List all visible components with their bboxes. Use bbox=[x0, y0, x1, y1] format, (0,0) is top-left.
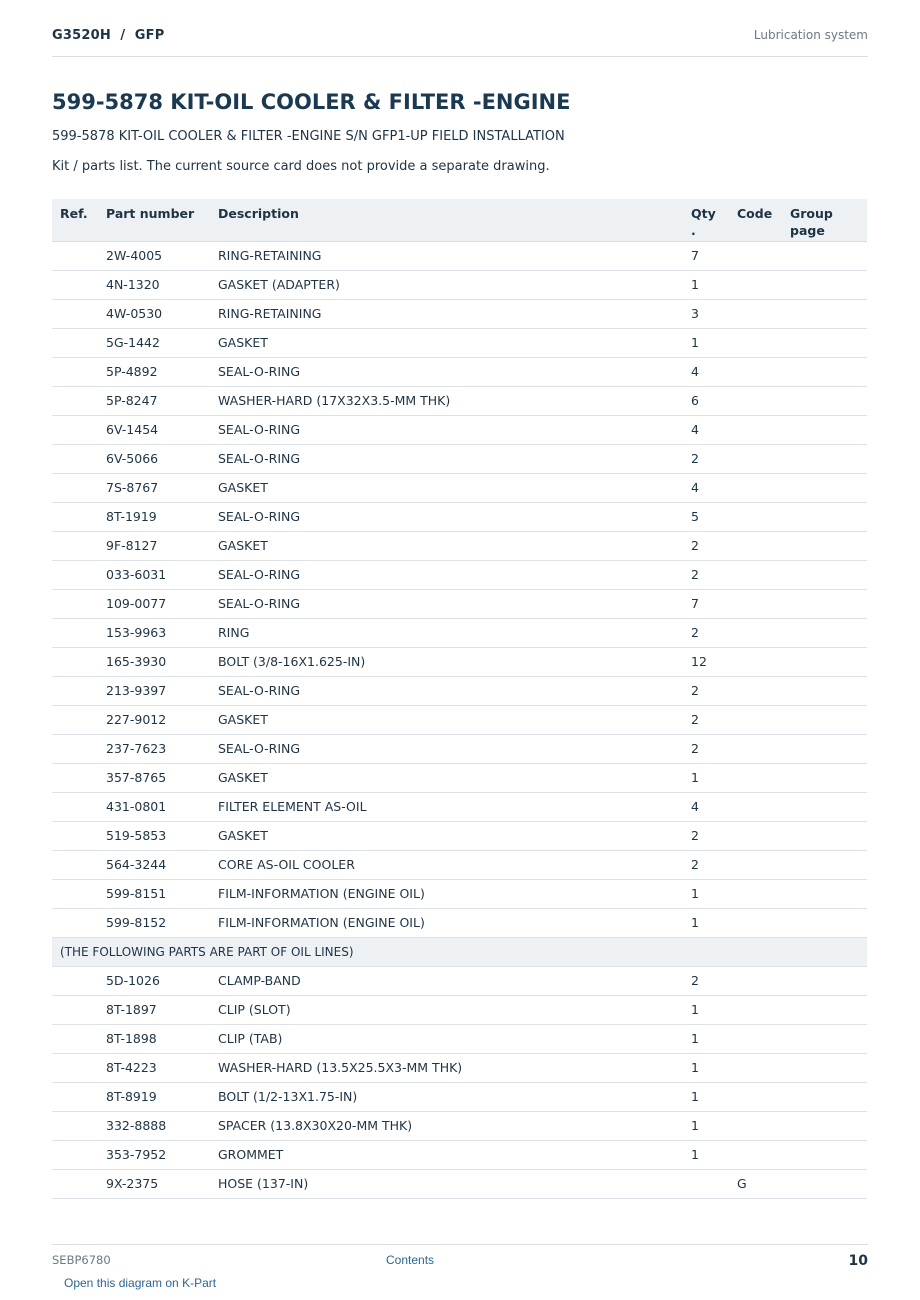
cell-qty: 7 bbox=[683, 589, 729, 618]
contents-link[interactable]: Contents bbox=[386, 1253, 435, 1267]
table-row bbox=[52, 1082, 867, 1111]
cell-group-page bbox=[782, 821, 867, 850]
table-row bbox=[52, 705, 867, 734]
cell-description: GASKET bbox=[210, 531, 683, 560]
cell-qty: 2 bbox=[683, 966, 729, 995]
cell-qty: 4 bbox=[683, 473, 729, 502]
cell-ref bbox=[52, 879, 98, 908]
cell-part-number: 8T-1897 bbox=[98, 995, 210, 1024]
table-row bbox=[52, 763, 867, 792]
cell-code bbox=[729, 386, 782, 415]
cell-code bbox=[729, 328, 782, 357]
cell-description: SEAL-O-RING bbox=[210, 676, 683, 705]
cell-code bbox=[729, 531, 782, 560]
cell-description: RING-RETAINING bbox=[210, 241, 683, 270]
table-row bbox=[52, 502, 867, 531]
cell-qty: 1 bbox=[683, 908, 729, 937]
cell-part-number: 519-5853 bbox=[98, 821, 210, 850]
cell-description: WASHER-HARD (13.5X25.5X3-MM THK) bbox=[210, 1053, 683, 1082]
cell-group-page bbox=[782, 1140, 867, 1169]
cell-ref bbox=[52, 850, 98, 879]
table-row bbox=[52, 1024, 867, 1053]
table-row bbox=[52, 618, 867, 647]
document-id: SEBP6780 bbox=[52, 1253, 111, 1267]
cell-code bbox=[729, 1082, 782, 1111]
table-row bbox=[52, 531, 867, 560]
cell-code bbox=[729, 502, 782, 531]
cell-part-number: 237-7623 bbox=[98, 734, 210, 763]
cell-ref bbox=[52, 792, 98, 821]
table-row bbox=[52, 560, 867, 589]
cell-group-page bbox=[782, 1053, 867, 1082]
cell-description: SEAL-O-RING bbox=[210, 560, 683, 589]
cell-code bbox=[729, 241, 782, 270]
cell-group-page bbox=[782, 1169, 867, 1198]
cell-ref bbox=[52, 1111, 98, 1140]
cell-qty bbox=[683, 1169, 729, 1198]
cell-part-number: 2W-4005 bbox=[98, 241, 210, 270]
cell-code: G bbox=[729, 1169, 782, 1198]
table-row bbox=[52, 589, 867, 618]
table-row bbox=[52, 966, 867, 995]
cell-group-page bbox=[782, 299, 867, 328]
table-row bbox=[52, 328, 867, 357]
parts-table bbox=[52, 199, 867, 1199]
cell-part-number: 5G-1442 bbox=[98, 328, 210, 357]
cell-ref bbox=[52, 299, 98, 328]
cell-part-number: 332-8888 bbox=[98, 1111, 210, 1140]
cell-ref bbox=[52, 966, 98, 995]
cell-code bbox=[729, 850, 782, 879]
cell-ref bbox=[52, 1082, 98, 1111]
cell-code bbox=[729, 444, 782, 473]
table-row bbox=[52, 676, 867, 705]
cell-qty: 2 bbox=[683, 676, 729, 705]
cell-part-number: 431-0801 bbox=[98, 792, 210, 821]
table-row bbox=[52, 1111, 867, 1140]
cell-description: GROMMET bbox=[210, 1140, 683, 1169]
cell-group-page bbox=[782, 763, 867, 792]
cell-code bbox=[729, 560, 782, 589]
cell-qty: 2 bbox=[683, 560, 729, 589]
cell-code bbox=[729, 676, 782, 705]
cell-group-page bbox=[782, 589, 867, 618]
cell-qty: 2 bbox=[683, 531, 729, 560]
cell-code bbox=[729, 705, 782, 734]
cell-code bbox=[729, 647, 782, 676]
cell-ref bbox=[52, 444, 98, 473]
cell-group-page bbox=[782, 415, 867, 444]
cell-description: HOSE (137-IN) bbox=[210, 1169, 683, 1198]
open-kpart-link[interactable]: Open this diagram on K-Part bbox=[64, 1276, 217, 1290]
cell-code bbox=[729, 270, 782, 299]
cell-code bbox=[729, 415, 782, 444]
cell-description: SEAL-O-RING bbox=[210, 444, 683, 473]
cell-group-page bbox=[782, 618, 867, 647]
cell-group-page bbox=[782, 676, 867, 705]
cell-group-page bbox=[782, 270, 867, 299]
section-name: Lubrication system bbox=[753, 28, 868, 42]
column-header-ref: Ref. bbox=[52, 199, 98, 241]
cell-group-page bbox=[782, 531, 867, 560]
cell-part-number: 7S-8767 bbox=[98, 473, 210, 502]
cell-code bbox=[729, 299, 782, 328]
cell-part-number: 6V-5066 bbox=[98, 444, 210, 473]
cell-code bbox=[729, 1024, 782, 1053]
cell-ref bbox=[52, 734, 98, 763]
cell-ref bbox=[52, 1053, 98, 1082]
cell-group-page bbox=[782, 386, 867, 415]
cell-description: FILM-INFORMATION (ENGINE OIL) bbox=[210, 908, 683, 937]
cell-code bbox=[729, 618, 782, 647]
cell-part-number: 5D-1026 bbox=[98, 966, 210, 995]
cell-ref bbox=[52, 502, 98, 531]
cell-group-page bbox=[782, 734, 867, 763]
cell-description: SEAL-O-RING bbox=[210, 734, 683, 763]
cell-group-page bbox=[782, 1111, 867, 1140]
cell-qty: 5 bbox=[683, 502, 729, 531]
table-row bbox=[52, 850, 867, 879]
cell-description: SEAL-O-RING bbox=[210, 357, 683, 386]
cell-ref bbox=[52, 763, 98, 792]
cell-qty: 2 bbox=[683, 850, 729, 879]
cell-part-number: 5P-4892 bbox=[98, 357, 210, 386]
cell-qty: 1 bbox=[683, 879, 729, 908]
cell-ref bbox=[52, 328, 98, 357]
cell-qty: 1 bbox=[683, 328, 729, 357]
cell-group-page bbox=[782, 879, 867, 908]
cell-group-page bbox=[782, 647, 867, 676]
table-row bbox=[52, 792, 867, 821]
table-row bbox=[52, 995, 867, 1024]
cell-ref bbox=[52, 270, 98, 299]
cell-qty: 1 bbox=[683, 763, 729, 792]
page-number: 10 bbox=[848, 1253, 868, 1269]
cell-description: FILTER ELEMENT AS-OIL bbox=[210, 792, 683, 821]
cell-description: GASKET bbox=[210, 473, 683, 502]
cell-qty: 6 bbox=[683, 386, 729, 415]
cell-code bbox=[729, 763, 782, 792]
cell-description: BOLT (1/2-13X1.75-IN) bbox=[210, 1082, 683, 1111]
cell-description: FILM-INFORMATION (ENGINE OIL) bbox=[210, 879, 683, 908]
cell-qty: 4 bbox=[683, 792, 729, 821]
table-row bbox=[52, 908, 867, 937]
cell-description: SPACER (13.8X30X20-MM THK) bbox=[210, 1111, 683, 1140]
cell-ref bbox=[52, 1169, 98, 1198]
cell-code bbox=[729, 995, 782, 1024]
cell-part-number: 153-9963 bbox=[98, 618, 210, 647]
cell-description: SEAL-O-RING bbox=[210, 502, 683, 531]
cell-qty: 1 bbox=[683, 1111, 729, 1140]
cell-ref bbox=[52, 241, 98, 270]
cell-description: GASKET bbox=[210, 763, 683, 792]
cell-qty: 1 bbox=[683, 1140, 729, 1169]
table-row bbox=[52, 821, 867, 850]
column-header-description: Description bbox=[210, 199, 683, 241]
cell-group-page bbox=[782, 908, 867, 937]
cell-code bbox=[729, 357, 782, 386]
table-row bbox=[52, 415, 867, 444]
cell-description: WASHER-HARD (17X32X3.5-MM THK) bbox=[210, 386, 683, 415]
cell-ref bbox=[52, 1140, 98, 1169]
cell-group-page bbox=[782, 1082, 867, 1111]
table-row bbox=[52, 444, 867, 473]
column-header-part-number: Part number bbox=[98, 199, 210, 241]
cell-ref bbox=[52, 531, 98, 560]
cell-part-number: 8T-1919 bbox=[98, 502, 210, 531]
cell-code bbox=[729, 1053, 782, 1082]
table-row bbox=[52, 734, 867, 763]
cell-description: GASKET bbox=[210, 328, 683, 357]
column-header-qty: Qty . bbox=[683, 199, 729, 241]
cell-description: CORE AS-OIL COOLER bbox=[210, 850, 683, 879]
cell-ref bbox=[52, 386, 98, 415]
cell-ref bbox=[52, 908, 98, 937]
cell-code bbox=[729, 1140, 782, 1169]
cell-part-number: 599-8151 bbox=[98, 879, 210, 908]
cell-qty: 2 bbox=[683, 444, 729, 473]
cell-code bbox=[729, 821, 782, 850]
cell-ref bbox=[52, 473, 98, 502]
cell-part-number: 599-8152 bbox=[98, 908, 210, 937]
table-row bbox=[52, 1140, 867, 1169]
cell-ref bbox=[52, 357, 98, 386]
cell-code bbox=[729, 879, 782, 908]
cell-qty: 2 bbox=[683, 821, 729, 850]
cell-part-number: 357-8765 bbox=[98, 763, 210, 792]
cell-qty: 4 bbox=[683, 415, 729, 444]
column-header-code: Code bbox=[729, 199, 782, 241]
cell-group-page bbox=[782, 705, 867, 734]
table-header-row bbox=[52, 199, 867, 241]
cell-group-page bbox=[782, 966, 867, 995]
cell-code bbox=[729, 1111, 782, 1140]
cell-description: RING bbox=[210, 618, 683, 647]
page-header bbox=[52, 28, 868, 57]
cell-part-number: 5P-8247 bbox=[98, 386, 210, 415]
cell-qty: 1 bbox=[683, 1053, 729, 1082]
cell-qty: 4 bbox=[683, 357, 729, 386]
cell-ref bbox=[52, 676, 98, 705]
table-section-row bbox=[52, 937, 867, 966]
source-note: Kit / parts list. The current source card does not provide a separate drawing. bbox=[52, 159, 550, 174]
cell-code bbox=[729, 966, 782, 995]
cell-part-number: 033-6031 bbox=[98, 560, 210, 589]
cell-ref bbox=[52, 821, 98, 850]
cell-description: GASKET bbox=[210, 821, 683, 850]
cell-part-number: 227-9012 bbox=[98, 705, 210, 734]
cell-part-number: 109-0077 bbox=[98, 589, 210, 618]
cell-group-page bbox=[782, 328, 867, 357]
table-row bbox=[52, 473, 867, 502]
cell-qty: 2 bbox=[683, 705, 729, 734]
cell-part-number: 165-3930 bbox=[98, 647, 210, 676]
cell-description: CLIP (SLOT) bbox=[210, 995, 683, 1024]
cell-description: BOLT (3/8-16X1.625-IN) bbox=[210, 647, 683, 676]
cell-part-number: 4N-1320 bbox=[98, 270, 210, 299]
cell-ref bbox=[52, 647, 98, 676]
cell-ref bbox=[52, 589, 98, 618]
cell-part-number: 8T-8919 bbox=[98, 1082, 210, 1111]
cell-group-page bbox=[782, 502, 867, 531]
cell-qty: 1 bbox=[683, 1082, 729, 1111]
cell-part-number: 6V-1454 bbox=[98, 415, 210, 444]
cell-description: CLAMP-BAND bbox=[210, 966, 683, 995]
cell-qty: 1 bbox=[683, 1024, 729, 1053]
cell-description: RING-RETAINING bbox=[210, 299, 683, 328]
section-label: (THE FOLLOWING PARTS ARE PART OF OIL LINES) bbox=[52, 937, 867, 966]
cell-ref bbox=[52, 618, 98, 647]
table-row bbox=[52, 1169, 867, 1198]
cell-part-number: 9F-8127 bbox=[98, 531, 210, 560]
cell-qty: 12 bbox=[683, 647, 729, 676]
table-row bbox=[52, 241, 867, 270]
cell-code bbox=[729, 473, 782, 502]
cell-description: SEAL-O-RING bbox=[210, 415, 683, 444]
cell-group-page bbox=[782, 241, 867, 270]
cell-part-number: 8T-4223 bbox=[98, 1053, 210, 1082]
table-row bbox=[52, 270, 867, 299]
cell-ref bbox=[52, 1024, 98, 1053]
table-row bbox=[52, 357, 867, 386]
cell-part-number: 9X-2375 bbox=[98, 1169, 210, 1198]
cell-code bbox=[729, 734, 782, 763]
cell-ref bbox=[52, 560, 98, 589]
cell-part-number: 4W-0530 bbox=[98, 299, 210, 328]
cell-group-page bbox=[782, 560, 867, 589]
page-subtitle: 599-5878 KIT-OIL COOLER & FILTER -ENGINE S/N GFP1-UP FIELD INSTALLATION bbox=[52, 129, 565, 144]
parts-table-body bbox=[52, 241, 867, 1198]
cell-description: GASKET bbox=[210, 705, 683, 734]
table-row bbox=[52, 647, 867, 676]
cell-group-page bbox=[782, 850, 867, 879]
cell-group-page bbox=[782, 792, 867, 821]
cell-code bbox=[729, 792, 782, 821]
cell-code bbox=[729, 908, 782, 937]
cell-code bbox=[729, 589, 782, 618]
table-row bbox=[52, 299, 867, 328]
cell-qty: 1 bbox=[683, 995, 729, 1024]
cell-qty: 2 bbox=[683, 618, 729, 647]
cell-ref bbox=[52, 705, 98, 734]
cell-ref bbox=[52, 995, 98, 1024]
cell-part-number: 564-3244 bbox=[98, 850, 210, 879]
column-header-group-page: Group page bbox=[782, 199, 867, 241]
cell-qty: 1 bbox=[683, 270, 729, 299]
table-row bbox=[52, 1053, 867, 1082]
model-breadcrumb: G3520H / GFP bbox=[52, 28, 165, 43]
cell-description: GASKET (ADAPTER) bbox=[210, 270, 683, 299]
table-row bbox=[52, 879, 867, 908]
cell-qty: 7 bbox=[683, 241, 729, 270]
table-row bbox=[52, 386, 867, 415]
cell-part-number: 8T-1898 bbox=[98, 1024, 210, 1053]
cell-description: CLIP (TAB) bbox=[210, 1024, 683, 1053]
cell-group-page bbox=[782, 1024, 867, 1053]
cell-group-page bbox=[782, 444, 867, 473]
cell-description: SEAL-O-RING bbox=[210, 589, 683, 618]
cell-part-number: 353-7952 bbox=[98, 1140, 210, 1169]
cell-group-page bbox=[782, 995, 867, 1024]
cell-group-page bbox=[782, 473, 867, 502]
cell-ref bbox=[52, 415, 98, 444]
cell-part-number: 213-9397 bbox=[98, 676, 210, 705]
cell-qty: 2 bbox=[683, 734, 729, 763]
cell-group-page bbox=[782, 357, 867, 386]
page-title: 599-5878 KIT-OIL COOLER & FILTER -ENGINE bbox=[52, 90, 571, 114]
cell-qty: 3 bbox=[683, 299, 729, 328]
page-footer bbox=[52, 1244, 868, 1275]
